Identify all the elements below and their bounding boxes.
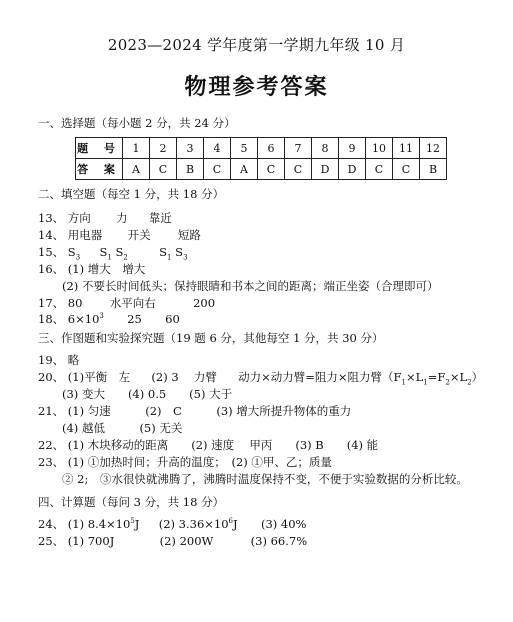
answer-line-25 — [38, 533, 307, 549]
answer-line-17 — [38, 295, 215, 311]
answer-text: 用电器 — [67, 228, 103, 242]
answer-text: ） — [471, 370, 484, 384]
table-cell: D — [339, 159, 366, 180]
answer-text: S — [115, 245, 124, 259]
answer-text: 6×10 — [67, 312, 100, 326]
question-number: 13、 — [38, 211, 65, 225]
answer-text: (1) 匀速 (2) C (3) 增大所提升物体的重力 — [67, 404, 352, 418]
table-cell: 9 — [339, 138, 366, 159]
question-number: 25、 — [38, 534, 65, 548]
table-cell: C — [393, 159, 420, 180]
answer-line-20 — [38, 369, 483, 386]
answer-text: ×L — [449, 370, 468, 384]
answer-text: (1) 增大 增大 — [67, 262, 146, 276]
unit-text: J — [233, 517, 238, 531]
answer-text: ×L — [406, 370, 424, 384]
table-cell: 7 — [285, 138, 312, 159]
answer-text: (1) 8.4×10 — [67, 517, 131, 531]
answer-line-18 — [38, 311, 180, 327]
table-cell: C — [258, 159, 285, 180]
subscript: 1 — [107, 253, 112, 262]
question-number: 18、 — [38, 312, 65, 326]
table-cell: C — [150, 159, 177, 180]
answer-text: 略 — [67, 353, 80, 367]
answer-line-15 — [38, 244, 188, 261]
table-cell: 8 — [312, 138, 339, 159]
answer-text: (3) 66.7% — [250, 534, 308, 548]
main-title: 物理参考答案 — [184, 74, 329, 100]
answer-text: 25 — [127, 312, 142, 326]
question-number: 16、 — [38, 262, 65, 276]
answer-text: (3) 40% — [260, 517, 307, 531]
answer-text: S — [159, 245, 168, 259]
answer-text: (1)平衡 左 — [67, 370, 131, 384]
answer-line-20-part2: (3) 变大 (4) 0.5 (5) 大于 — [62, 387, 233, 401]
answer-text: 靠近 — [148, 211, 172, 225]
answer-line-14 — [38, 227, 201, 243]
section2-heading: 二、填空题（每空 1 分，共 18 分） — [38, 187, 225, 201]
subscript: 2 — [467, 378, 472, 387]
answer-text: 200 — [193, 296, 216, 310]
answer-line-21-part2: (4) 越低 (5) 无关 — [62, 421, 183, 435]
question-number: 24、 — [38, 517, 65, 531]
subscript: 3 — [183, 253, 188, 262]
table-row — [76, 138, 447, 159]
answer-text: =F — [427, 370, 446, 384]
answer-line-13 — [38, 210, 172, 226]
answer-text: S — [99, 245, 108, 259]
subscript: 3 — [75, 253, 81, 262]
answer-line-23 — [38, 454, 332, 470]
answer-line-16 — [38, 261, 145, 277]
answer-line-24 — [38, 516, 306, 532]
table-row — [76, 159, 447, 180]
row-label-number: 题 号 — [76, 138, 123, 159]
table-cell: C — [285, 159, 312, 180]
answer-text: (1) ①加热时间；升高的温度； (2) ①甲、乙；质量 — [67, 455, 332, 469]
answer-text: S — [175, 245, 184, 259]
answer-text: (1) 木块移动的距离 (2) 速度 甲丙 (3) B (4) 能 — [67, 438, 379, 452]
answer-text: S — [67, 245, 76, 259]
exam-title: 2023—2024 学年度第一学期九年级 10 月 — [107, 36, 406, 54]
question-number: 19、 — [38, 353, 65, 367]
question-number: 15、 — [38, 245, 65, 259]
answer-text: 开关 — [127, 228, 151, 242]
question-number: 17、 — [38, 296, 65, 310]
answer-line-22 — [38, 437, 378, 453]
table-cell: 11 — [393, 138, 420, 159]
answer-text: 短路 — [177, 228, 201, 242]
subscript: 1 — [423, 378, 428, 387]
table-cell: B — [177, 159, 204, 180]
question-number: 23、 — [38, 455, 65, 469]
answer-line-21 — [38, 403, 351, 419]
answer-text: 动力×动力臂=阻力×阻力臂（F — [238, 370, 402, 384]
answer-text: (2) 3.36×10 — [158, 517, 229, 531]
section1-heading: 一、选择题（每小题 2 分，共 24 分） — [38, 116, 236, 130]
subscript: 2 — [123, 253, 128, 262]
table-cell: C — [204, 159, 231, 180]
table-cell: 1 — [123, 138, 150, 159]
table-cell: D — [312, 159, 339, 180]
table-cell: 10 — [366, 138, 393, 159]
superscript: 6 — [228, 517, 234, 526]
table-cell: 3 — [177, 138, 204, 159]
question-number: 14、 — [38, 228, 65, 242]
answer-text: 力 — [116, 211, 128, 225]
table-cell: 4 — [204, 138, 231, 159]
row-label-answer: 答 案 — [76, 159, 123, 180]
superscript: 5 — [130, 517, 135, 526]
section4-heading: 四、计算题（每问 3 分，共 18 分） — [38, 495, 225, 509]
question-number: 21、 — [38, 404, 65, 418]
table-cell: 12 — [420, 138, 447, 159]
table-cell: 5 — [231, 138, 258, 159]
unit-text: J — [134, 517, 140, 531]
answer-text: (2) 200W — [159, 534, 214, 548]
question-number: 20、 — [38, 370, 65, 384]
table-cell: A — [231, 159, 258, 180]
answer-line-19 — [38, 352, 79, 368]
table-cell: C — [366, 159, 393, 180]
answer-text: 水平向右 — [109, 296, 156, 310]
table-cell: 6 — [258, 138, 285, 159]
answer-text: (1) 700J — [67, 534, 115, 548]
answer-text: (2) 3 力臂 — [151, 370, 217, 384]
subscript: 1 — [401, 378, 406, 387]
section3-heading: 三、作图题和实验探究题（19 题 6 分，其他每空 1 分，共 30 分） — [38, 331, 384, 345]
subscript: 2 — [445, 378, 450, 387]
question-number: 22、 — [38, 438, 65, 452]
answer-table — [75, 137, 447, 180]
table-cell: B — [420, 159, 447, 180]
superscript: 3 — [99, 312, 104, 321]
answer-text: 80 — [67, 296, 83, 310]
table-cell: 2 — [150, 138, 177, 159]
answer-line-16-part2: (2) 不要长时间低头；保持眼睛和书本之间的距离；端正坐姿（合理即可） — [62, 279, 439, 293]
subscript: 1 — [167, 253, 172, 262]
table-cell: A — [123, 159, 150, 180]
answer-line-23-part2: ② 2; ③水很快就沸腾了，沸腾时温度保持不变，不便于实验数据的分析比较。 — [62, 472, 468, 486]
answer-text: 60 — [165, 312, 180, 326]
answer-text: 方向 — [67, 211, 91, 225]
